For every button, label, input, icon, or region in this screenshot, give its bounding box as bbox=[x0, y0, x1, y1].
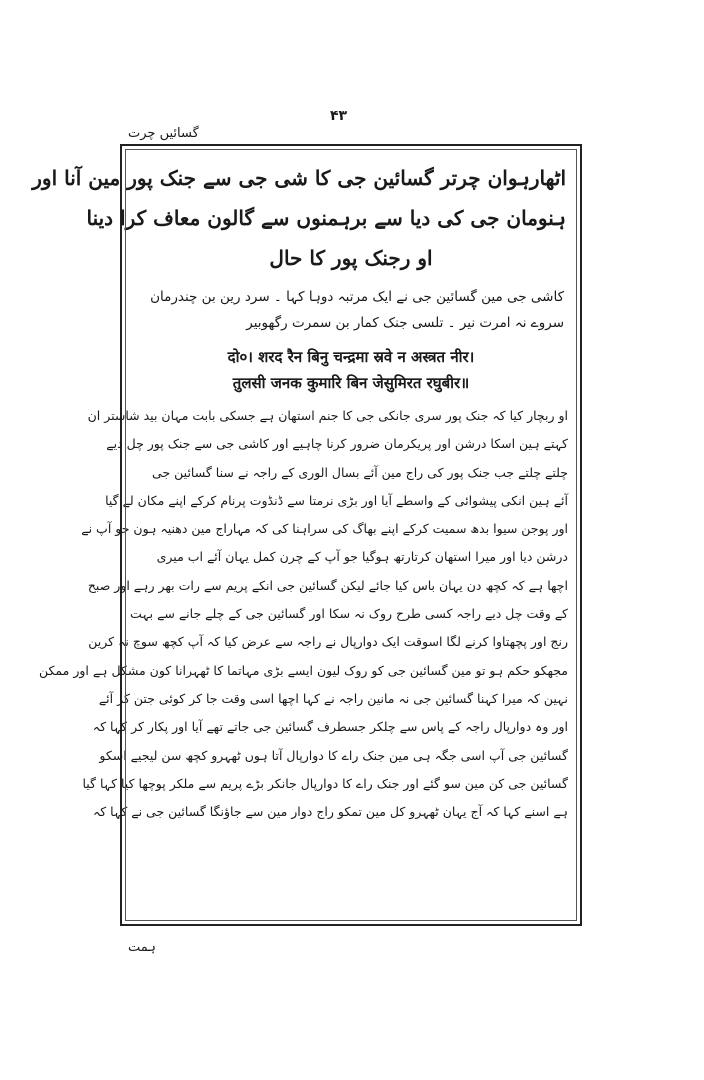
body-line: کے وقت چل دیے راجہ کسی طرح روک نہ سکا اور گسائین جی کے چلے جانے سے بہت bbox=[130, 606, 568, 622]
body-line: رنج اور پچھتاوا کرنے لگا اسوقت ایک دوارپال نے راجہ سے عرض کیا کہ آپ کچھ سوچ نہ کرین bbox=[88, 634, 568, 650]
page-number: ۴۳ bbox=[330, 108, 348, 124]
verse-hindi-line: तुलसी जनक कुमारि बिन जेसुमिरत रघुबीर॥ bbox=[232, 374, 470, 392]
verse-hindi-line: दो०। शरद रैन बिनु चन्द्रमा स्रवे न अस्त्रत नीर। bbox=[227, 348, 475, 366]
body-line: اور پوجن سیوا بدھ سمیت کرکے اپنے بھاگ کی سراہنا کی کہ مہاراج مین دھنیہ ہون جو آپ نے bbox=[81, 521, 568, 537]
body-line: آئے ہین انکی پیشوائی کے واسطے آیا اور بڑی نرمتا سے ڈنڈوت پرنام کرکے اپنے مکان لے گیا bbox=[105, 492, 568, 508]
body-line: گسائین جی کن مین سو گئے اور جنک راے کا دوارپال جانکر بڑے پریم سے ملکر پوچھا کیا کہا گیا bbox=[82, 775, 568, 791]
body-line: چلتے چلتے جب جنک پور کی راج مین آئے بسال الوری کے راجہ نے سنا گسائین جی bbox=[152, 464, 568, 480]
body-line: نہین کہ میرا کہنا گسائین جی نہ مانین راجہ نے کہا اچھا اسی وقت جا کر کوئی جتن کر آئے bbox=[98, 690, 568, 706]
verse-urdu bbox=[138, 284, 564, 336]
body-text bbox=[39, 402, 568, 826]
heading-line: ہنومان جی کی دیا سے برہمنوں سے گالون معاف کرا دینا bbox=[86, 206, 566, 230]
body-line: درشن دیا اور میرا استھان کرتارتھ ہوگیا جو آپ کے چرن کمل یہان آئے اب میری bbox=[156, 549, 568, 565]
catchword: ہمت bbox=[128, 940, 156, 955]
body-line: او ربچار کیا کہ جنک پور سری جانکی جی کا جنم استھان ہے جسکی بابت مہان بید شاستر ان bbox=[87, 408, 568, 423]
heading-line: او رجنک پور کا حال bbox=[269, 246, 433, 270]
chapter-heading bbox=[32, 158, 566, 278]
verse-urdu-line: سروے نہ امرت نیر ۔ تلسی جنک کمار بن سمرت رگھوبیر bbox=[246, 315, 564, 331]
verse-urdu-line: کاشی جی مین گسائین جی نے ایک مرتبہ دوہا کہا ۔ سرد رین بن چندرمان bbox=[150, 289, 564, 305]
body-line: مجھکو حکم ہو تو مین گسائین جی کو روک لیون ایسے بڑی مہاتما کا ٹھہرانا کون مشکل ہے اور ممکن bbox=[39, 662, 568, 678]
body-line: اچھا ہے کہ کچھ دن یہان باس کیا جائے لیکن گسائین جی انکے پریم سے رات بھر رہے اور صبح bbox=[87, 577, 568, 593]
verse-hindi bbox=[146, 344, 556, 396]
heading-line: اٹھارہوان چرتر گسائین جی کا شی جی سے جنک پور مین آنا اور bbox=[32, 166, 566, 190]
body-line: اور وہ دوارپال راجہ کے پاس سے چلکر جسطرف گسائین جی جاتے تھے آیا اور پکار کر کہا کہ bbox=[92, 719, 568, 735]
body-line: گسائین جی آپ اسی جگہ ہی مین جنک راے کا دوارپال آتا ہوں ٹھہرو کچھ سن لیجیے اسکو bbox=[99, 747, 568, 763]
body-line: کہتے ہین اسکا درشن اور پریکرمان ضرور کرنا چاہیے اور کاشی جی سے جنک پور چل دیے bbox=[106, 436, 568, 452]
running-head: گسائیں چرت bbox=[128, 126, 199, 141]
text-frame bbox=[32, 144, 582, 926]
body-line: ہے اسنے کہا کہ آج یہان ٹھہرو کل مین تمکو راج دوار مین سے جاؤنگا گسائین جی نے کہا کہ bbox=[92, 804, 568, 820]
